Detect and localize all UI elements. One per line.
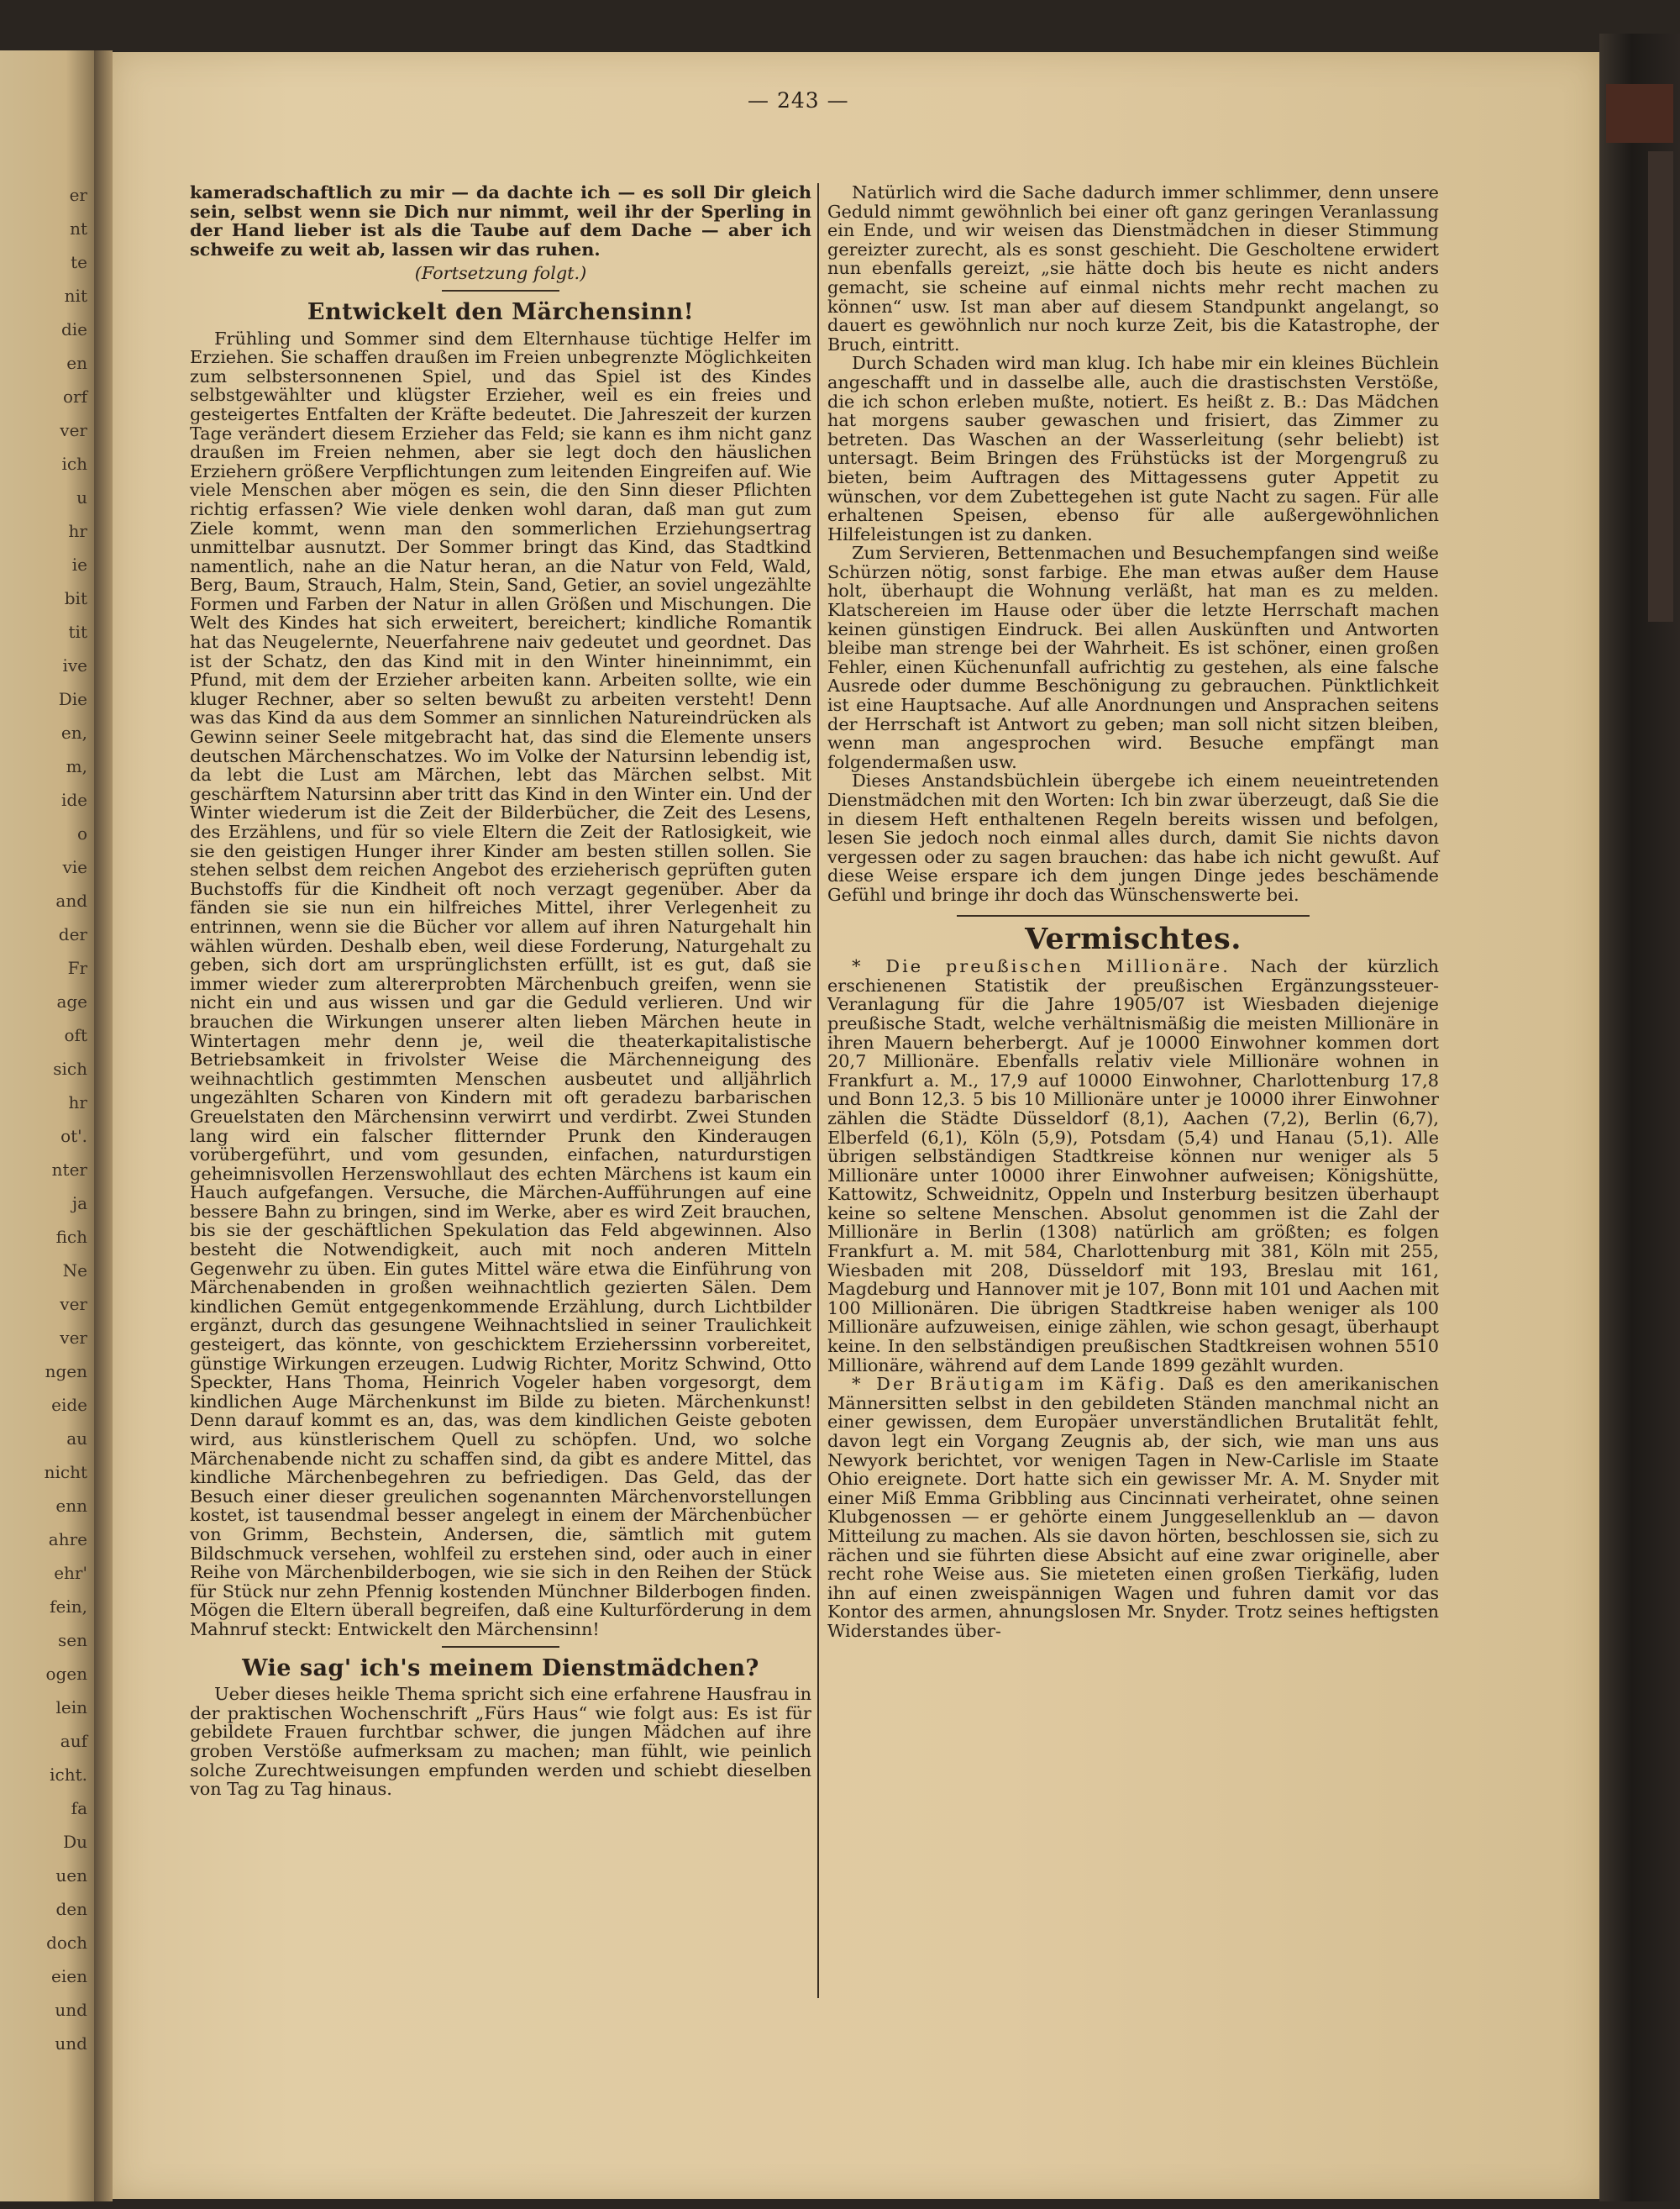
facing-page-fragment: ide [60, 790, 87, 810]
facing-page-fragment: en [66, 353, 87, 373]
facing-page-fragment: den [55, 1899, 87, 1919]
facing-page-fragment: and [55, 891, 87, 911]
article-body: Zum Servieren, Bettenmachen und Besuchempfangen sind weiße Schürzen nötig, sonst farbige. Ehe man etwas außer dem Hause holt, überhaupt die Wohnung verläßt, hat man es zu melden. Klatschereien im Hause oder über die letzte Herrschaft machen keinen günstigen Eindruck. Bei allen Auskünften und Antworten bleibe man strenge bei der Wahrheit. Es ist schöner, einen großen Fehler, einen Küchenunfall aufrichtig zu gestehen, als eine falsche Ausrede oder dumme Beschönigung zu gebrauchen. Pünktlichkeit ist eine Hauptsache. Auf alle Anordnungen und Ansprachen seitens der Herrschaft ist Antwort zu geben; man soll nicht sitzen bleiben, wenn man angesprochen wird. Besuche empfängt man folgendermaßen usw. [827, 543, 1439, 772]
facing-page-fragment: hr [68, 521, 87, 541]
spine-band [1606, 84, 1673, 143]
section-rule [442, 290, 559, 292]
facing-page-fragment: Ne [62, 1260, 87, 1281]
facing-page-fragment: bit [64, 588, 87, 608]
continuation-note: (Fortsetzung folgt.) [414, 263, 587, 284]
facing-page-fragment: ahre [48, 1529, 87, 1549]
facing-page-fragment: eien [51, 1966, 87, 1986]
right-column [827, 183, 1439, 1641]
section-rule [442, 1646, 559, 1648]
facing-page-fragment: ver [60, 420, 87, 440]
facing-page-fragment: oft [64, 1025, 87, 1045]
facing-page-fragment: o [76, 823, 87, 844]
section-heading: Vermischtes. [1025, 921, 1242, 956]
facing-page-fragment: age [56, 991, 87, 1012]
facing-page-fragment: und [55, 2000, 87, 2020]
article-body: Natürlich wird die Sache dadurch immer schlimmer, denn unsere Geduld nimmt gewöhnlich bei einer oft ganz geringen Veranlassung ein Ende, und wir weisen das Dienstmädchen in dieser Stimmung gereizter zurecht, als es sonst geschieht. Die Gescholtene erwidert nun ebenfalls gereizt, „sie hätte doch bis heute es nicht anders gemacht, sie scheine auf einmal nichts mehr recht machen zu können“ usw. Ist man aber auf diesem Standpunkt angelangt, so dauert es gewöhnlich nur noch kurze Zeit, bis die Katastrophe, der Bruch, eintritt. [827, 182, 1439, 355]
section-rule [957, 915, 1310, 917]
article-heading: Entwickelt den Märchensinn! [307, 298, 695, 325]
facing-page-fragment: m, [66, 756, 87, 776]
facing-page-fragment: sich [53, 1059, 87, 1079]
facing-page-fragment: orf [62, 387, 87, 407]
facing-page-fragment: tit [68, 622, 87, 642]
book-gutter [94, 50, 113, 2201]
facing-page-fragment: ver [60, 1328, 87, 1348]
article-body: Durch Schaden wird man klug. Ich habe mir ein kleines Büchlein angeschafft und in dasselbe alle, auch die drastischsten Verstöße, die ich schon erleben mußte, notiert. Es heißt z. B.: Das Mädchen hat morgens sauber gewaschen und frisiert, das Zimmer zu betreten. Das Waschen an der Wasserleitung (sehr beliebt) ist untersagt. Beim Bringen des Frühstücks ist der Morgengruß zu bieten, beim Auftragen des Mittagessens guter Appetit zu wünschen, vor dem Zubettegehen ist gute Nacht zu sagen. Für alle erhaltenen Speisen, ebenso für alle außergewöhnlichen Hilfeleistungen ist zu danken. [827, 353, 1439, 544]
article-body: Dieses Anstandsbüchlein übergebe ich einem neueintretenden Dienstmädchen mit den Worten: Ich bin zwar überzeugt, daß Sie die in diesem Heft enthaltenen Regeln bereits wissen und befolgen, lesen Sie jedoch noch einmal alles durch, damit Sie nichts davon vergessen oder zu sagen brauchen: das habe ich nicht gewußt. Auf diese Weise erspare ich dem jungen Dinge jedes beschämende Gefühl und bringe ihr doch das Wünschenswerte bei. [827, 771, 1439, 905]
news-item [827, 957, 1439, 1375]
spine-band [1648, 151, 1673, 622]
facing-page-fragment: fa [71, 1798, 87, 1818]
page-number: — 243 — [748, 88, 849, 113]
facing-page-fragment: er [69, 185, 87, 205]
facing-page-fragment: Fr [67, 958, 87, 978]
facing-page-fragment: lein [55, 1697, 87, 1717]
facing-page-fragment: ehr' [54, 1563, 87, 1583]
facing-page-fragment: nit [64, 286, 87, 306]
facing-page-fragment: fein, [50, 1596, 87, 1617]
facing-page-fragment: Du [63, 1832, 87, 1852]
facing-page-fragment: nt [70, 218, 87, 239]
news-item-body: Daß es den amerikanischen Männersitten selbst in den gebildeten Ständen manchmal nicht an einer gewissen, dem Europäer unverständlichen Brutalität fehlt, davon legt ein Vorgang Zeugnis ab, der sich, wie man uns aus Newyork berichtet, vor wenigen Tagen in New-Carlisle im Staate Ohio ereignete. Dort hatte sich ein gewisser Mr. A. M. Snyder mit einer Miß Emma Gribbling aus Cincinnati verheiratet, ohne seinen Klubgenossen — er gehörte einem Junggesellenklub an — davon Mitteilung zu machen. Als sie davon hörten, beschlossen sie, sich zu rächen und sie führten diese Absicht auf eine zwar originelle, aber recht rohe Weise aus. Sie mieteten einen großen Tierkäfig, luden ihn auf einen zweispännigen Wagen und fuhren damit vor das Kontor des armen, ahnungslosen Mr. Snyder. Trotz seines heftigsten Widerstandes über- [827, 1374, 1439, 1641]
facing-page-edge [0, 50, 94, 2201]
facing-page-fragment: ive [62, 655, 87, 676]
facing-page-fragment: ich [61, 454, 87, 474]
facing-page-fragment: auf [60, 1731, 87, 1751]
article-body: Ueber dieses heikle Thema spricht sich eine erfahrene Hausfrau in der praktischen Wochenschrift „Fürs Haus“ wie folgt aus: Es ist für gebildete Frauen furchtbar schwer, die jungen Mädchen auf ihre groben Verstöße aufmerksam zu machen; man fühlt, wie peinlich solche Zurechtweisungen empfunden werden und schiebt dieselben von Tag zu Tag hinaus. [190, 1684, 811, 1800]
facing-page-fragment: icht. [50, 1765, 87, 1785]
facing-page-fragment: u [76, 487, 87, 508]
column-divider [817, 183, 819, 1998]
facing-page-fragment: nicht [44, 1462, 87, 1482]
facing-page-fragment: doch [46, 1933, 87, 1953]
facing-page-fragment: fich [55, 1227, 87, 1247]
book-spine [1599, 34, 1680, 2201]
facing-page-fragment: Die [58, 689, 87, 709]
facing-page-fragment: au [66, 1428, 87, 1449]
facing-page-fragment: ja [71, 1193, 87, 1213]
facing-page-fragment: eide [51, 1395, 87, 1415]
facing-page-fragment: ver [60, 1294, 87, 1314]
facing-page-fragment: ogen [45, 1664, 87, 1684]
news-item [827, 1375, 1439, 1640]
facing-page-fragment: ot'. [60, 1126, 87, 1146]
facing-page-fragment: ngen [45, 1361, 87, 1381]
news-item-title: * Die preußischen Millionäre. [852, 956, 1231, 977]
facing-page-fragment: uen [55, 1865, 87, 1886]
facing-page-fragment: hr [68, 1092, 87, 1112]
facing-page-fragment: und [55, 2033, 87, 2054]
facing-page-fragment: die [60, 319, 87, 339]
news-item-title: * Der Bräutigam im Käfig. [852, 1374, 1168, 1395]
facing-page-fragment: enn [55, 1496, 87, 1516]
facing-page-fragment: ie [71, 555, 87, 575]
facing-page-fragment: sen [58, 1630, 87, 1650]
article-heading: Wie sag' ich's meinem Dienstmädchen? [242, 1654, 759, 1681]
article-body: Frühling und Sommer sind dem Elternhause tüchtige Helfer im Erziehen. Sie schaffen draußen im Freien unbegrenzte Möglichkeiten zum selbstersonnenen Spiel, und das Spiel ist des Kindes selbstgewählter und klügster Erzieher, weil es ein freies und gesteigertes Entfalten der Kräfte bedeutet. Die Jahreszeit der kurzen Tage verändert diesem Erzieher das Feld; sie kann es ihm nicht ganz draußen im Freien nehmen, aber sie legt doch den häuslichen Erziehern größere Verpflichtungen zum leitenden Eingreifen auf. Wie viele Menschen aber mögen es sein, die den Sinn dieser Pflichten richtig erfassen? Wie viele denken wohl daran, daß man gut zum Ziele kommt, wenn man den sommerlichen Erziehungsertrag unmittelbar ausnutzt. Der Sommer bringt das Kind, das Stadtkind namentlich, nahe an die Natur heran, an die Natur von Feld, Wald, Berg, Baum, Strauch, Halm, Stein, Sand, Getier, an soviel ungezählte Formen und Farben der Natur in allen Größen und Mischungen. Die Welt des Kindes hat sich erweitert, bereichert; kindliche Romantik hat das Neugelernte, Neuerfahrene naiv gedeutet und geordnet. Das ist der Schatz, den das Kind mit in den Winter hineinnimmt, ein Pfund, mit dem der Erzieher arbeiten kann. Arbeiten sollte, wie ein kluger Rechner, aber so selten bewußt zu arbeiten versteht! Denn was das Kind da aus dem Sommer an sinnlichen Natureindrücken als Gewinn seiner Seele mitgebracht hat, das sind die Elemente unsers deutschen Märchenschatzes. Wo im Volke der Natursinn lebendig ist, da lebt die Lust am Märchen, lebt das Märchen selbst. Mit geschärftem Natursinn aber tritt das Kind in den Winter ein. Und der Winter wiederum ist die Zeit der Bilderbücher, die Zeit des Lesens, des Erzählens, und für so viele Eltern die Zeit der Ratlosigkeit, wie sie den geistigen Hunger ihrer Kinder am besten stillen sollen. Sie stehen selbst dem reichen Angebot des erzieherisch geprüften guten Buchstoffs für die Kindheit oft noch verzagt gegenüber. Aber da fänden sie sie nun ein hilfreiches Mittel, ihrer Verlegenheit zu entrinnen, wenn sie die Bücher vor allem auf ihren Naturgehalt hin wählen würden. Deshalb eben, weil diese Forderung, Naturgehalt zu geben, sich dort am ursprünglichsten erfüllt, ist es gut, daß sie immer wieder zum altererprobten Märchenbuch greifen, wenn sie nicht ein und aus wissen und gar die Geduld verlieren. Und wir brauchen die Wirkungen unserer alten lieben Märchen heute in Wintertagen mehr denn je, weil die theaterkapitalistische Betriebsamkeit in frivolster Weise die Märchenneigung des weihnachtlich gestimmten Menschen ausbeutet und alljährlich ungezählten Scharen von Kindern mit oft geradezu barbarischen Greuelstaten den Märchensinn verwirrt und verdirbt. Zwei Stunden lang wird ein falscher flitternder Prunk den Kinderaugen vorübergeführt, und vom gesunden, einfachen, naturdurstigen geheimnisvollen Herzenswohllaut des echten Märchens ist kaum ein Hauch aufgefangen. Versuche, die Märchen-Aufführungen auf eine bessere Bahn zu bringen, sind im Werke, aber es wird Zeit brauchen, bis sie der geschäftlichen Spekulation das Feld abgewinnen. Also besteht die Notwendigkeit, auch mit noch anderen Mitteln Gegenwehr zu üben. Ein gutes Mittel wäre etwa die Einführung von Märchenabenden in großen weihnachtlich gezierten Sälen. Dem kindlichen Gemüt entgegenkommende Erzählung, durch Lichtbilder ergänzt, durch das gesungene Weihnachtslied in seiner Traulichkeit gesteigert, das könnte, von geschicktem Erzieherssinn vorbereitet, günstige Wirkungen erzeugen. Ludwig Richter, Moritz Schwind, Otto Speckter, Hans Thoma, Heinrich Vogeler haben vorgesorgt, dem kindlichen Auge Märchenkunst im Bilde zu bieten. Märchenkunst! Denn darauf kommt es an, das, was dem kindlichen Geiste geboten wird, aus künstlerischem Quell zu schöpfen. Und, wo solche Märchenabende nicht zu schaffen sind, da gibt es andere Mittel, das kindliche Märchenbegehren zu befriedigen. Das Geld, das der Besuch einer dieser greulichen sogenannten Märchenvorstellungen kostet, ist tausendmal besser angelegt in einem der Märchenbücher von Grimm, Bechstein, Andersen, die, sämtlich mit gutem Bildschmuck versehen, wohlfeil zu erstehen sind, oder auch in einer Reihe von Märchenbilderbogen, wie sie sich in den Reihen der Stück für Stück nur zehn Pfennig kostenden Münchner Bilderbogen finden. Mögen die Eltern überall begreifen, daß eine Kulturförderung in dem Mahnruf steckt: Entwickelt den Märchensinn! [190, 328, 811, 1639]
news-item-body: Nach der kürzlich erschienenen Statistik der preußischen Ergänzungssteuer-Veranlagung für die Jahre 1905/07 ist Wiesbaden diejenige preußische Stadt, welche verhältnismäßig die meisten Millionäre in ihren Mauern beherbergt. Auf je 10000 Einwohner kommen dort 20,7 Millionäre. Ebenfalls relativ viele Millionäre wohnen in Frankfurt a. M., 17,9 auf 10000 Einwohner, Charlottenburg 17,8 und Bonn 12,3. 5 bis 10 Millionäre unter je 10000 ihrer Einwohner zählen die Städte Düsseldorf (8,1), Aachen (7,2), Berlin (6,7), Elberfeld (6,1), Köln (5,9), Potsdam (5,4) und Hanau (5,1). Alle übrigen selbständigen Stadtkreise können nur weniger als 5 Millionäre unter 10000 ihrer Einwohner aufweisen; Königshütte, Kattowitz, Schweidnitz, Oppeln und Insterburg besitzen überhaupt keine so seltene Menschen. Absolut genommen ist die Zahl der Millionäre in Berlin (1308) natürlich am größten; es folgen Frankfurt a. M. mit 584, Charlottenburg mit 381, Köln mit 255, Wiesbaden mit 208, Düsseldorf mit 193, Breslau mit 161, Magdeburg und Hannover mit je 107, Bonn mit 101 und Aachen mit 100 Millionären. Die übrigen Stadtkreise haben weniger als 100 Millionäre aufzuweisen, einige zählen, wie schon gesagt, überhaupt keine. In den selbständigen preußischen Stadtkreisen wohnen 5510 Millionäre, während auf dem Lande 1899 gezählt wurden. [827, 956, 1439, 1375]
continued-story-text: kameradschaftlich zu mir — da dachte ich — es soll Dir gleich sein, selbst wenn sie Dich nur nimmt, weil ihr der Sperling in der Hand lieber ist als die Taube auf dem Dache — aber ich schweife zu weit ab, lassen wir das ruhen. [190, 181, 811, 260]
left-column [190, 183, 811, 1799]
facing-page-fragment: der [58, 924, 87, 944]
facing-page-fragment: vie [62, 857, 87, 877]
facing-page-fragment: nter [51, 1160, 87, 1180]
facing-page-fragment: te [71, 252, 87, 272]
facing-page-fragment: en, [60, 723, 87, 743]
